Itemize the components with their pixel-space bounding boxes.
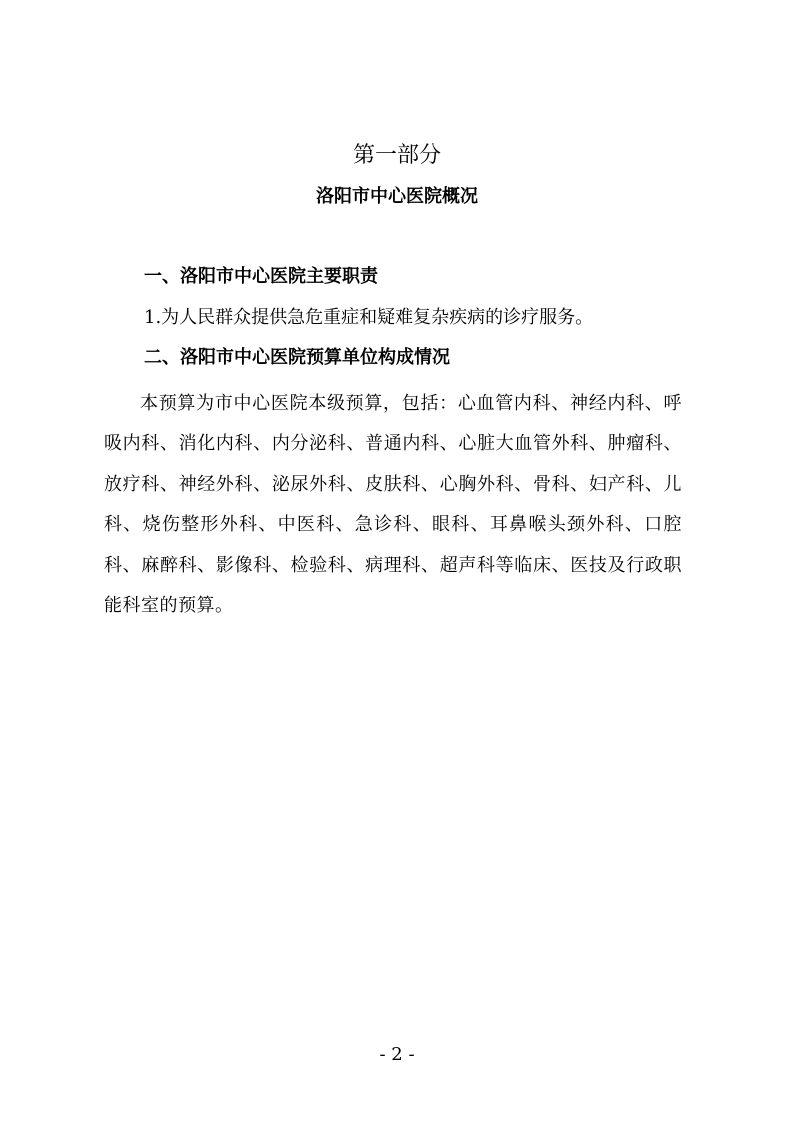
document-subtitle: 洛阳市中心医院概况: [316, 186, 478, 207]
part-title: 第一部分: [352, 143, 441, 168]
page-number: - 2 -: [379, 1044, 415, 1065]
budget-paragraph: 本预算为市中心医院本级预算，包括：心血管内科、神经内科、呼吸内科、消化内科、内分泌科、普通内科、心脏大血管外科、肿瘤科、放疗科、神经外科、泌尿外科、皮肤科、心胸外科、骨科、妇产科、儿科、烧伤整形外科、中医科、急诊科、眼科、耳鼻喉头颈外科、口腔科、麻醉科、影像科、检验科、病理科、超声科等临床、医技及行政职能科室的预算。: [104, 393, 682, 617]
section-heading-budget-units: 二、洛阳市中心医院预算单位构成情况: [144, 347, 450, 368]
section-heading-duties: 一、洛阳市中心医院主要职责: [144, 266, 378, 287]
duty-item: 1.为人民群众提供急危重症和疑难复杂疾病的诊疗服务。: [144, 307, 594, 328]
